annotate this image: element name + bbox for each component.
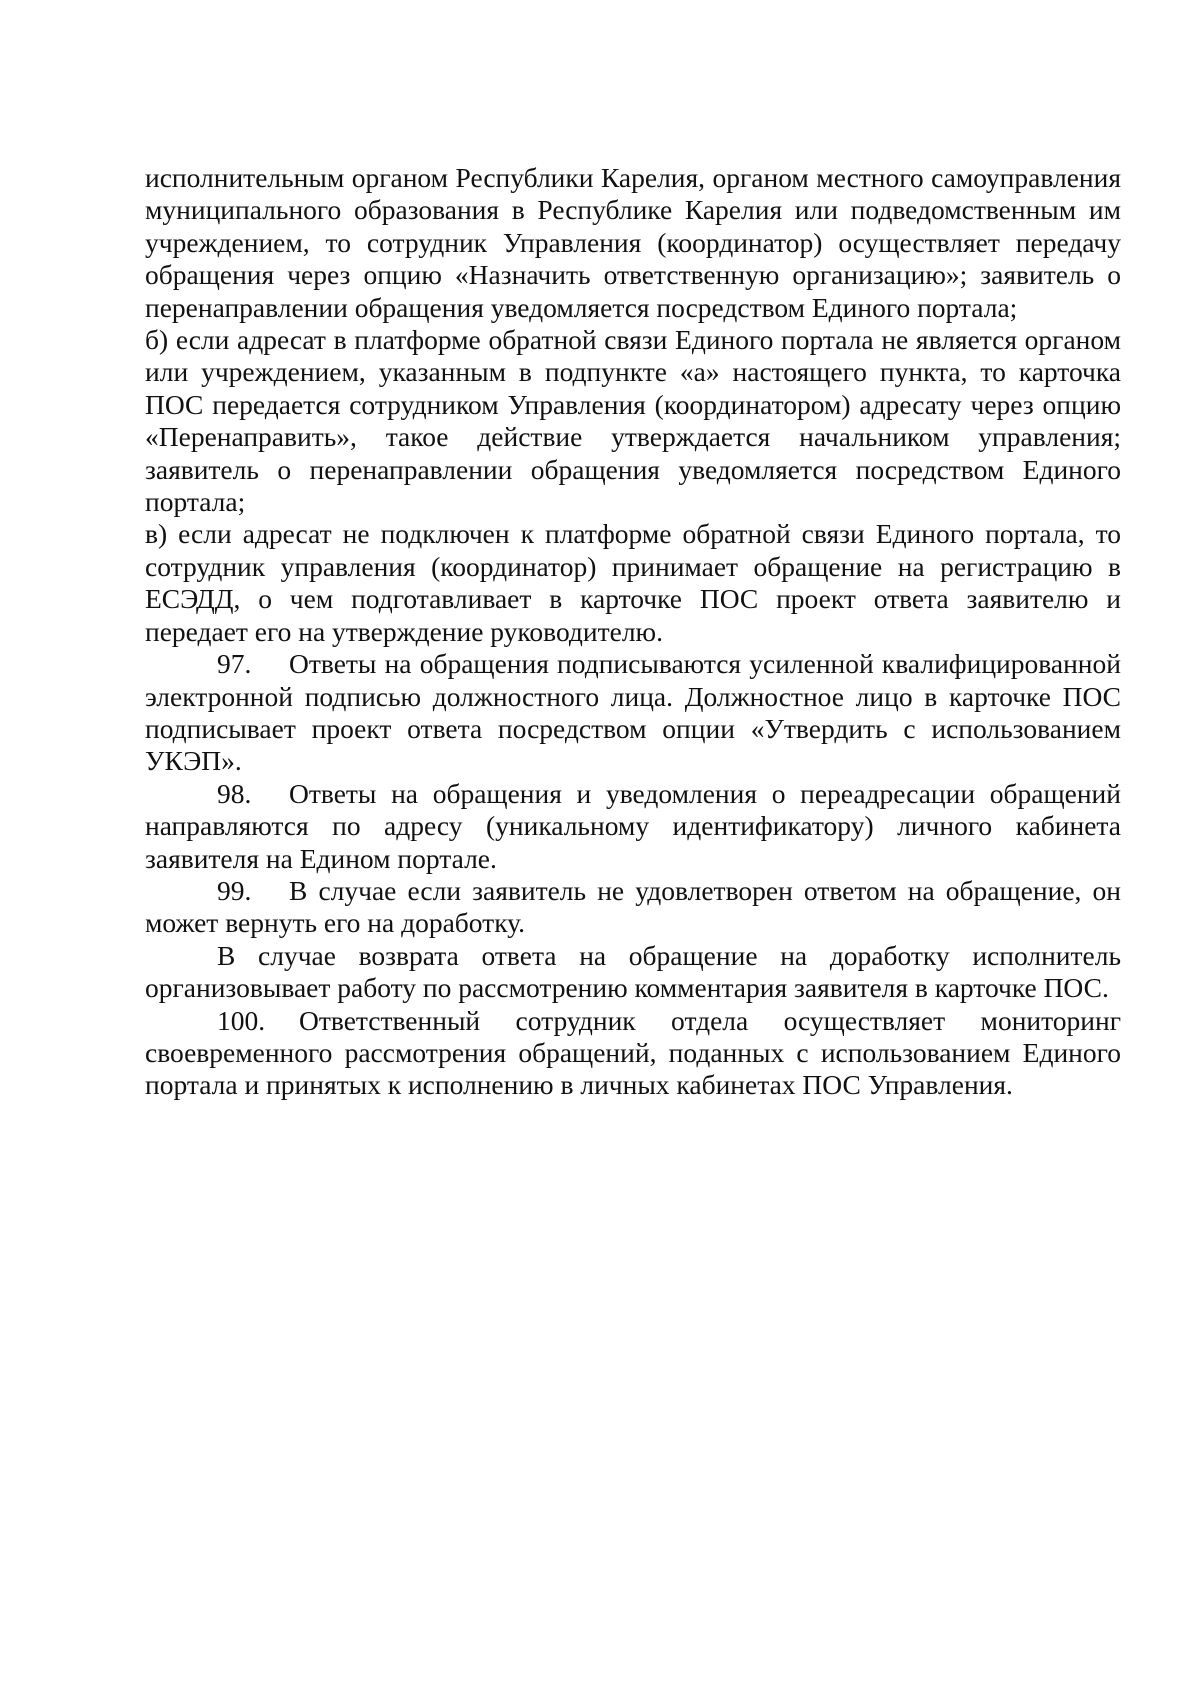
paragraph-100 [145,1005,1121,1102]
paragraph-number: 98. [217,777,252,809]
paragraph-number: 97. [217,648,252,680]
paragraph-98 [145,778,1121,875]
paragraph-99 [145,875,1121,940]
paragraph-number: 99. [217,874,252,906]
paragraph-item-c: в) если адресат не подключен к платформе обратной связи Единого портала, то сотрудник управления (координатор) принимает обращение на регистрацию в ЕСЭДД, о чем подготавливает в карточке ПОС проект ответа заявителю и передает его на утверждение руководителю. [145,518,1121,647]
paragraph-item-b: б) если адресат в платформе обратной связи Единого портала не является органом или учреждением, указанным в подпункте «а» настоящего пункта, то карточка ПОС передается сотрудником Управления (координатором) адресату через опцию «Перенаправить», такое действие утверждается начальником управления; заявитель о перенаправлении обращения уведомляется посредством Единого портала; [145,324,1121,518]
paragraph-text: Ответы на обращения и уведомления о переадресации обращений направляются по адресу (уникальному идентификатору) личного кабинета заявителя на Едином портале. [145,777,1121,874]
paragraph-text: В случае если заявитель не удовлетворен ответом на обращение, он может вернуть его на доработку. [145,874,1121,939]
paragraph-text: Ответственный сотрудник отдела осуществляет мониторинг своевременного рассмотрения обращений, поданных с использованием Единого портала и принятых к исполнению в личных кабинетах ПОС Управления. [145,1004,1121,1101]
paragraph-97 [145,648,1121,778]
paragraph-text: Ответы на обращения подписываются усиленной квалифицированной электронной подписью должностного лица. Должностное лицо в карточке ПОС подписывает проект ответа посредством опции «Утвердить с использованием УКЭП». [145,648,1121,777]
paragraph-after-99: В случае возврата ответа на обращение на доработку исполнитель организовывает работу по рассмотрению комментария заявителя в карточке ПОС. [145,939,1121,1004]
paragraph-continuation-a: исполнительным органом Республики Карелия, органом местного самоуправления муниципального образования в Республике Карелия или подведомственным им учреждением, то сотрудник Управления (координатор) осуществляет передачу обращения через опцию «Назначить ответственную организацию»; заявитель о перенаправлении обращения уведомляется посредством Единого портала; [145,162,1121,323]
paragraph-number: 100. [217,1004,266,1036]
document-body [145,162,1121,1102]
